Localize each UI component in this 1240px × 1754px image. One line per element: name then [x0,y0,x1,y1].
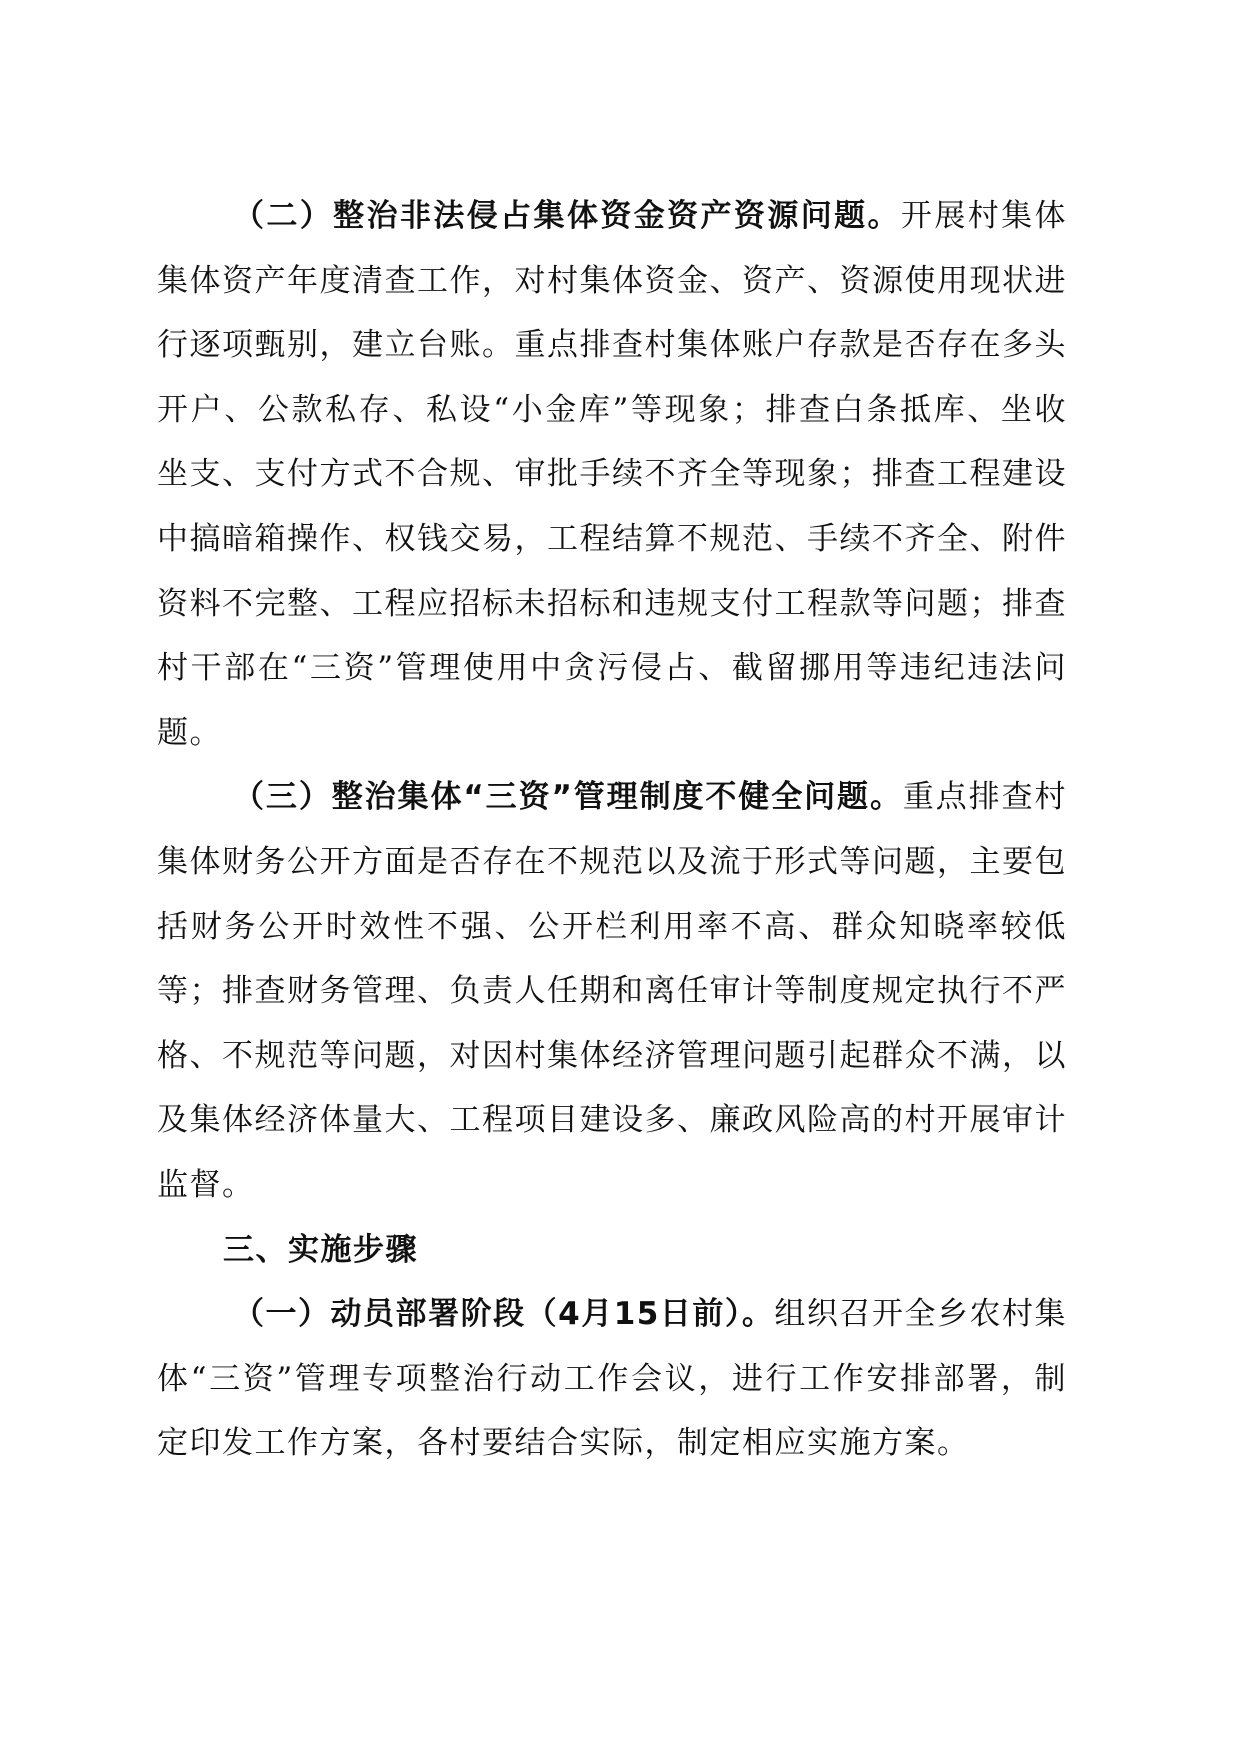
paragraph-lead-heading: （二）整治非法侵占集体资金资产资源问题。 [233,198,901,234]
paragraph-illegal-occupation [157,184,1067,765]
paragraph-text: 重点排查村集体财务公开方面是否存在不规范以及流于形式等问题，主要包括财务公开时效性不强、公开栏利用率不高、群众知晓率较低等；排查财务管理、负责人任期和离任审计等制度规定执行不严格、不规范等问题，对因村集体经济管理问题引起群众不满，以及集体经济体量大、工程项目建设多、廉政风险高的村开展审计监督。 [157,779,1067,1203]
paragraph-text: 组织召开全乡农村集体“三资”管理专项整治行动工作会议，进行工作安排部署，制定印发工作方案，各村要结合实际，制定相应实施方案。 [157,1296,1067,1462]
paragraph-management-system [157,765,1067,1217]
document-body [157,184,1067,1476]
section-heading-implementation-steps: 三、实施步骤 [223,1231,418,1268]
paragraph-text: 开展村集体集体资产年度清查工作，对村集体资金、资产、资源使用现状进行逐项甄别，建立台账。重点排查村集体账户存款是否存在多头开户、公款私存、私设“小金库”等现象；排查白条抵库、坐收坐支、支付方式不合规、审批手续不齐全等现象；排查工程建设中搞暗箱操作、权钱交易，工程结算不规范、手续不齐全、附件资料不完整、工程应招标未招标和违规支付工程款等问题；排查村干部在“三资”管理使用中贪污侵占、截留挪用等违纪违法问题。 [157,198,1068,751]
paragraph-lead-heading: （一）动员部署阶段（4月15日前）。 [233,1296,775,1333]
paragraph-mobilization-stage [157,1282,1067,1476]
paragraph-lead-heading: （三）整治集体“三资”管理制度不健全问题。 [233,779,903,816]
